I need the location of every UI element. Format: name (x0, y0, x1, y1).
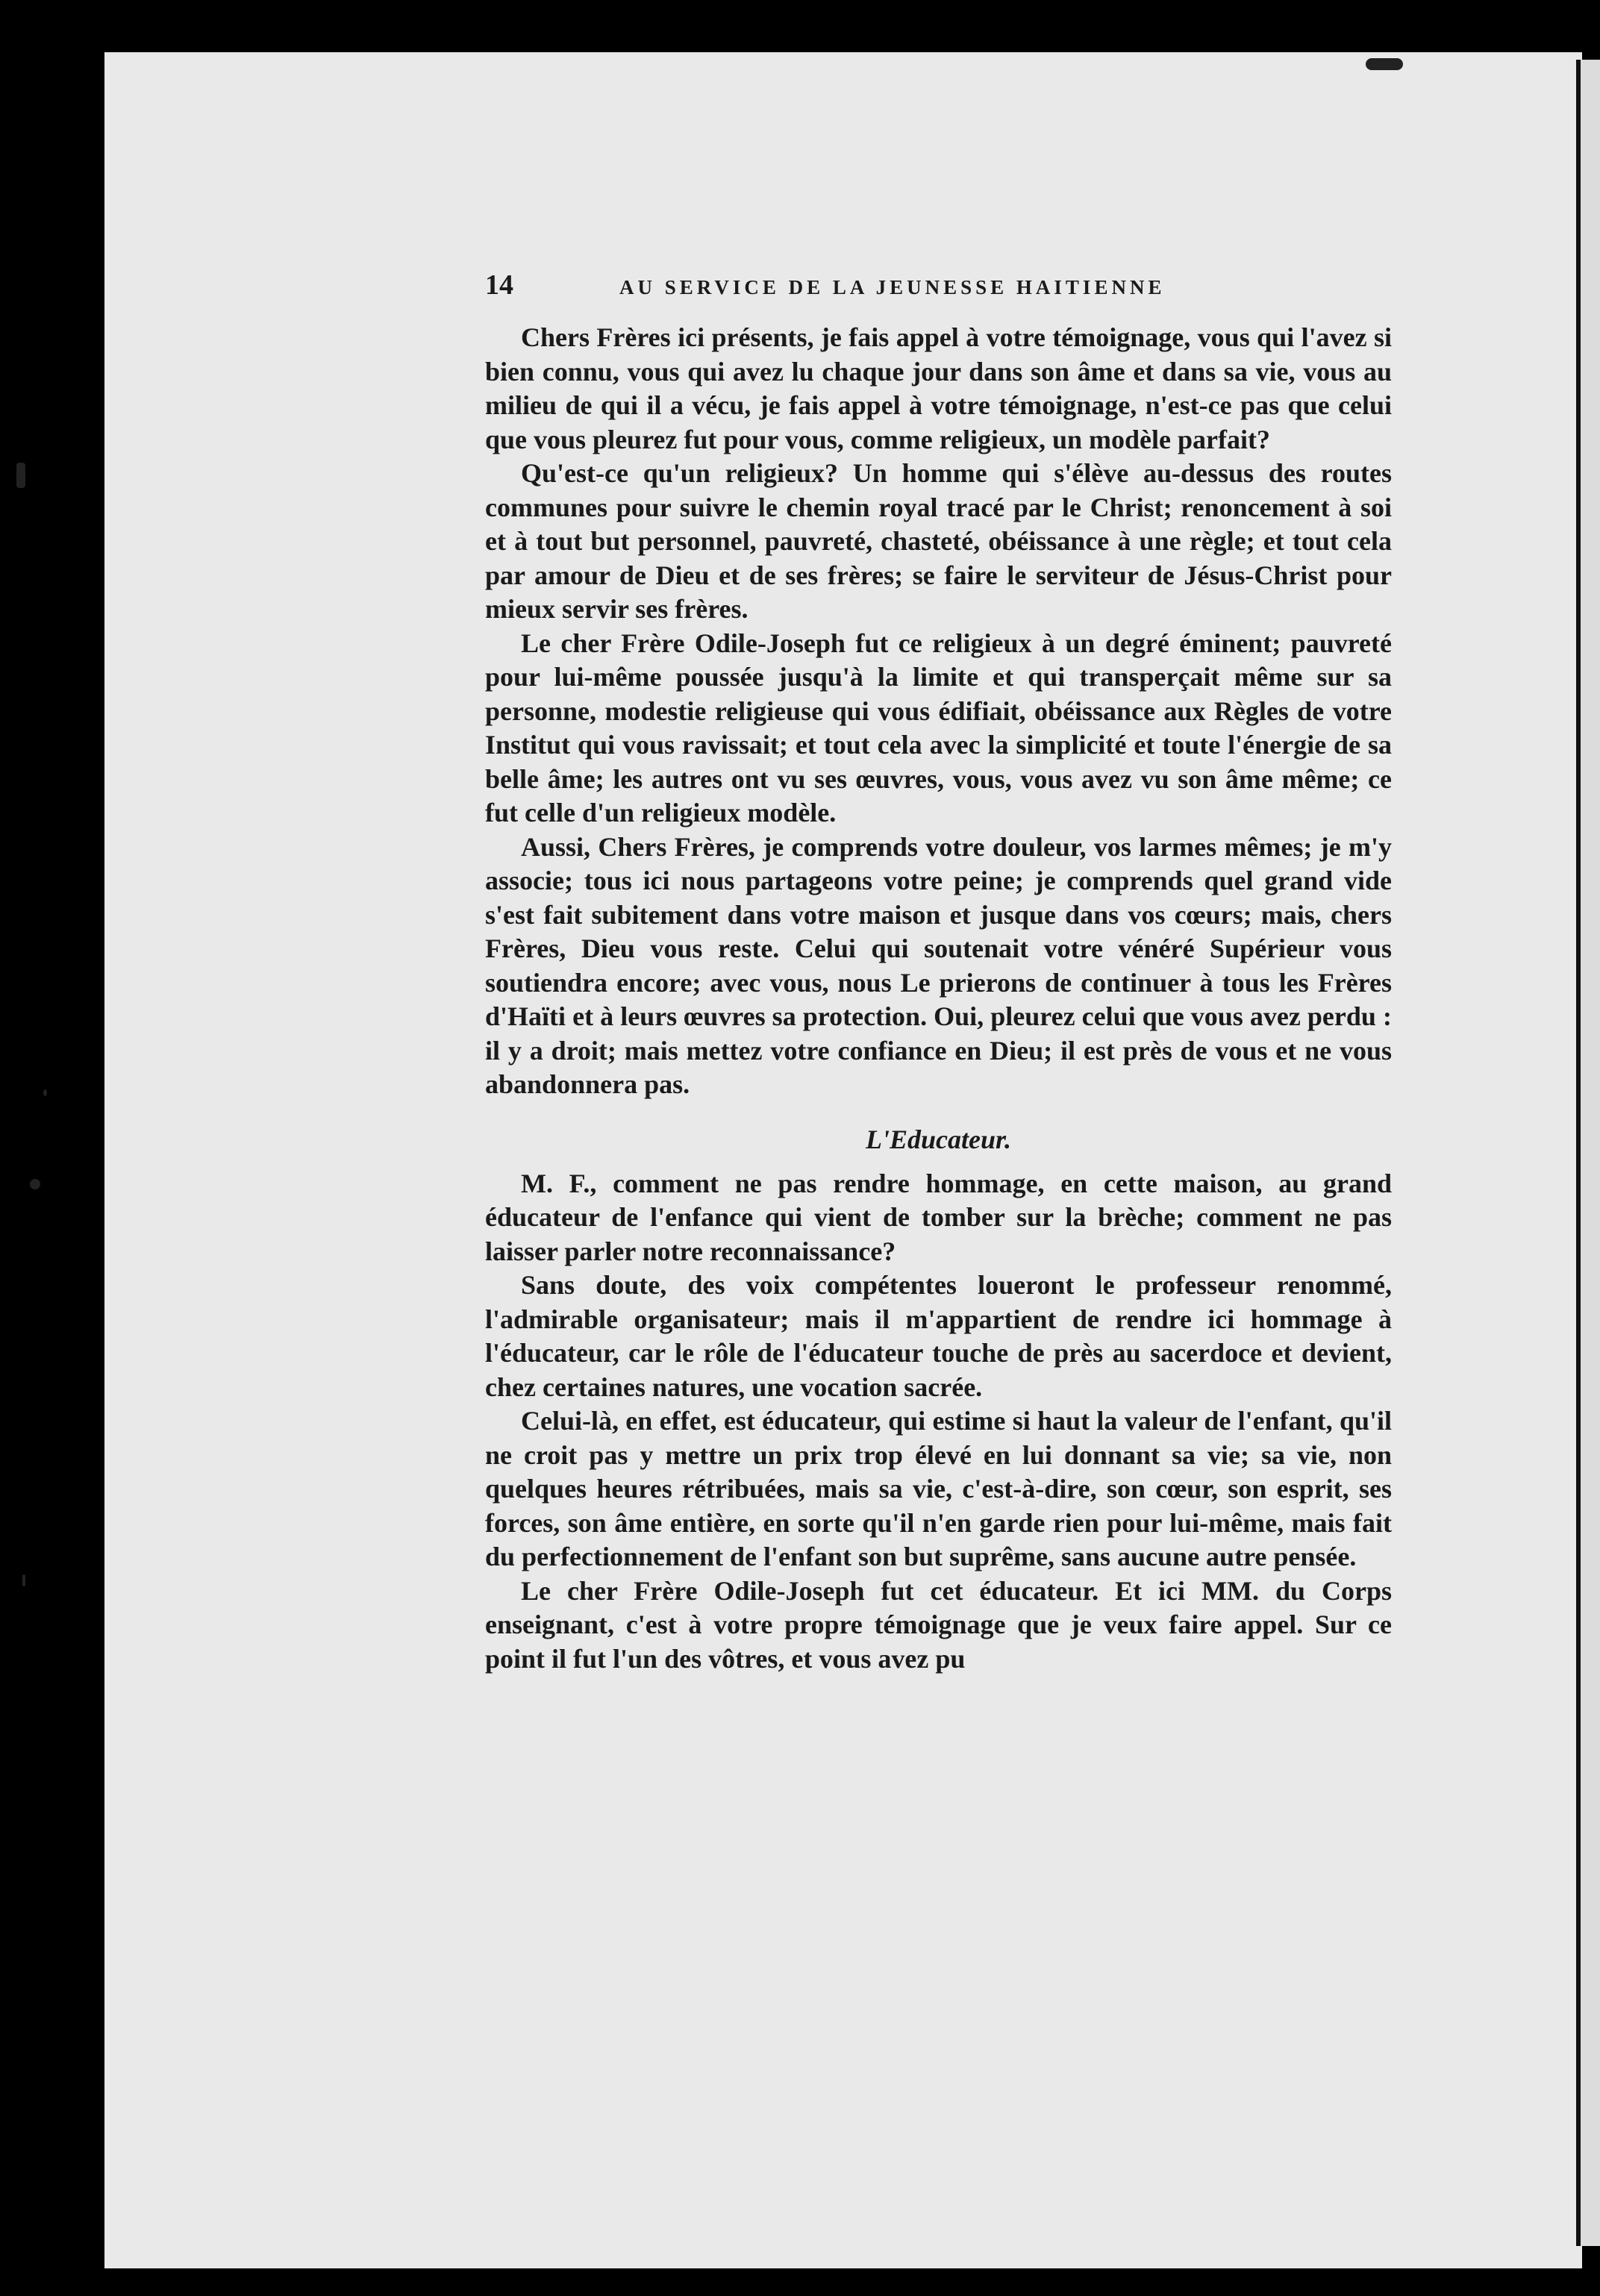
paragraph: Aussi, Chers Frères, je comprends votre douleur, vos larmes mêmes; je m'y associe; tous ici nous partageons votre peine; je comprends quel grand vide s'est fait subitement dans votre maison et jusque dans vos cœurs; mais, chers Frères, Dieu vous reste. Celui qui soutenait votre vénéré Supérieur vous soutiendra encore; avec vous, nous Le prierons de continuer à tous les Frères d'Haïti et à leurs œuvres sa protection. Oui, pleurez celui que vous avez perdu : il y a droit; mais mettez votre confiance en Dieu; il est près de vous et ne vous abandonnera pas. (485, 831, 1392, 1099)
facing-page-edge (1581, 60, 1600, 2246)
scan-speck (1366, 58, 1403, 70)
page-content (485, 269, 1392, 1676)
scan-speck (16, 463, 25, 488)
paragraph: Le cher Frère Odile-Joseph fut ce religieux à un degré éminent; pauvreté pour lui-même poussée jusqu'à la limite et qui transperçait même sur sa personne, modestie religieuse qui vous édifiait, obéissance aux Règles de votre Institut qui vous ravissait; et tout cela avec la simplicité et toute l'énergie de sa belle âme; les autres ont vu ses œuvres, vous, vous avez vu son âme même; ce fut celle d'un religieux modèle. (485, 628, 1392, 828)
paragraph: Le cher Frère Odile-Joseph fut cet éducateur. Et ici MM. du Corps enseignant, c'est à votre propre témoignage que je veux faire appel. Sur ce point il fut l'un des vôtres, et vous avez pu (485, 1575, 1392, 1674)
scan-speck (30, 1179, 40, 1189)
scan-speck (43, 1089, 47, 1096)
paragraph: Qu'est-ce qu'un religieux? Un homme qui s'élève au-dessus des routes communes pour suivre le chemin royal tracé par le Christ; renoncement à soi et à tout but personnel, pauvreté, chasteté, obéissance à une règle; et tout cela par amour de Dieu et de ses frères; se faire le serviteur de Jésus-Christ pour mieux servir ses frères. (485, 458, 1392, 624)
paragraph: Celui-là, en effet, est éducateur, qui estime si haut la valeur de l'enfant, qu'il ne croit pas y mettre un prix trop élevé en lui donnant sa vie; sa vie, non quelques heures rétribuées, mais sa vie, c'est-à-dire, son cœur, son esprit, ses forces, son âme entière, en sorte qu'il n'en garde rien pour lui-même, mais fait du perfectionnement de l'enfant son but suprême, sans aucune autre pensée. (485, 1406, 1392, 1571)
paragraph: Sans doute, des voix compétentes loueront le professeur renommé, l'admirable organisateur; mais il m'appartient de rendre ici hommage à l'éducateur, car le rôle de l'éducateur touche de près au sacerdoce et devient, chez certaines natures, une vocation sacrée. (485, 1270, 1392, 1402)
scan-speck (22, 1574, 25, 1586)
running-title: AU SERVICE DE LA JEUNESSE HAITIENNE (619, 276, 1166, 298)
paragraph: Chers Frères ici présents, je fais appel à votre témoignage, vous qui l'avez si bien connu, vous qui avez lu chaque jour dans son âme et dans sa vie, vous au milieu de qui il a vécu, je fais appel à votre témoignage, n'est-ce pas que celui que vous pleurez fut pour vous, comme religieux, un modèle parfait? (485, 322, 1392, 454)
paragraph: M. F., comment ne pas rendre hommage, en cette maison, au grand éducateur de l'enfance qui vient de tomber sur la brèche; comment ne pas laisser parler notre reconnaissance? (485, 1168, 1392, 1266)
page-number: 14 (485, 269, 513, 301)
running-header (485, 269, 1392, 321)
section-heading: L'Educateur. (865, 1124, 1012, 1154)
